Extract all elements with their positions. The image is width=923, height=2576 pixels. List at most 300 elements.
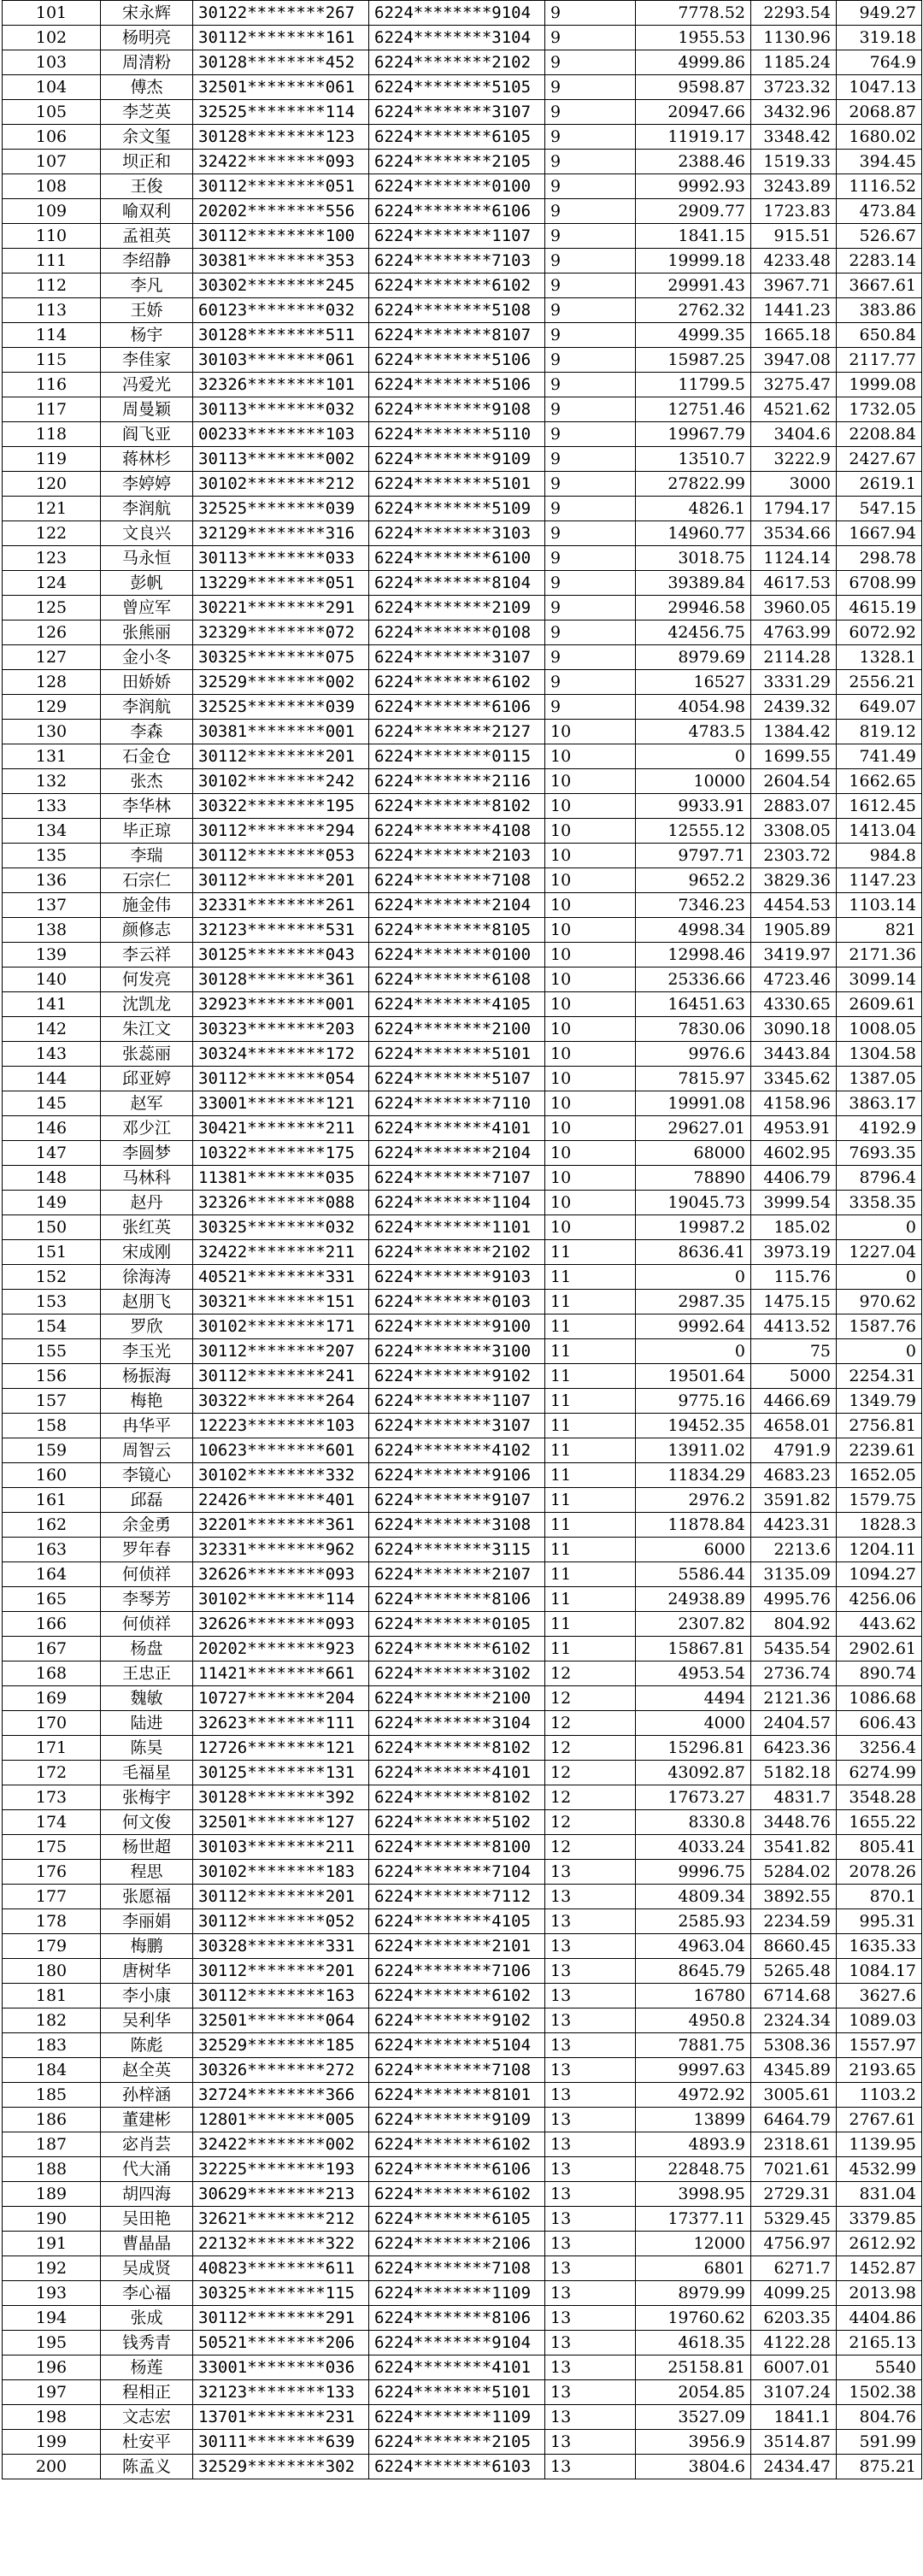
person-name-cell: 张成 (101, 2306, 193, 2331)
table-row (3, 100, 922, 125)
amount-c-cell: 4256.06 (837, 1587, 922, 1612)
person-name-cell: 曹晶晶 (101, 2232, 193, 2256)
amount-c-cell: 0 (837, 1339, 922, 1364)
row-number-cell: 137 (3, 893, 101, 918)
row-number-cell: 164 (3, 1562, 101, 1587)
person-name-cell: 宋成刚 (101, 1240, 193, 1265)
row-number-cell: 171 (3, 1736, 101, 1761)
card-number-cell: 6224********4101 (369, 1761, 545, 1785)
table-row (3, 1562, 922, 1587)
row-number-cell: 180 (3, 1959, 101, 1984)
group-number-cell: 9 (545, 249, 636, 273)
table-row (3, 298, 922, 323)
table-row (3, 1984, 922, 2008)
amount-c-cell: 804.76 (837, 2405, 922, 2430)
amount-a-cell: 5586.44 (636, 1562, 751, 1587)
amount-b-cell: 8660.45 (751, 1934, 837, 1959)
table-row (3, 868, 922, 893)
amount-b-cell: 1185.24 (751, 50, 837, 75)
id-number-cell: 32422********211 (193, 1240, 369, 1265)
amount-b-cell: 115.76 (751, 1265, 837, 1290)
amount-b-cell: 3222.9 (751, 447, 837, 472)
table-row (3, 596, 922, 620)
amount-c-cell: 1008.05 (837, 1017, 922, 1042)
amount-a-cell: 2987.35 (636, 1290, 751, 1314)
person-name-cell: 何发亮 (101, 967, 193, 992)
table-row (3, 571, 922, 596)
amount-a-cell: 2388.46 (636, 150, 751, 174)
row-number-cell: 140 (3, 967, 101, 992)
person-name-cell: 邓少江 (101, 1116, 193, 1141)
row-number-cell: 181 (3, 1984, 101, 2008)
person-name-cell: 邱亚婷 (101, 1067, 193, 1091)
table-row (3, 1736, 922, 1761)
card-number-cell: 6224********3108 (369, 1513, 545, 1538)
card-number-cell: 6224********2102 (369, 1240, 545, 1265)
row-number-cell: 182 (3, 2008, 101, 2033)
amount-c-cell: 1587.76 (837, 1314, 922, 1339)
person-name-cell: 罗欣 (101, 1314, 193, 1339)
row-number-cell: 132 (3, 769, 101, 794)
person-name-cell: 李森 (101, 720, 193, 744)
amount-c-cell: 949.27 (837, 1, 922, 26)
table-row (3, 1314, 922, 1339)
card-number-cell: 6224********7107 (369, 1166, 545, 1191)
id-number-cell: 32621********212 (193, 2207, 369, 2232)
person-name-cell: 喻双利 (101, 199, 193, 224)
amount-c-cell: 1116.52 (837, 174, 922, 199)
amount-a-cell: 16451.63 (636, 992, 751, 1017)
amount-a-cell: 12751.46 (636, 397, 751, 422)
id-number-cell: 32129********316 (193, 521, 369, 546)
amount-a-cell: 0 (636, 1339, 751, 1364)
amount-c-cell: 984.8 (837, 844, 922, 868)
row-number-cell: 105 (3, 100, 101, 125)
group-number-cell: 10 (545, 769, 636, 794)
group-number-cell: 11 (545, 1513, 636, 1538)
amount-b-cell: 3000 (751, 472, 837, 497)
amount-a-cell: 11834.29 (636, 1463, 751, 1488)
id-number-cell: 30112********051 (193, 174, 369, 199)
id-number-cell: 32329********072 (193, 620, 369, 645)
amount-a-cell: 15867.81 (636, 1637, 751, 1661)
group-number-cell: 13 (545, 1934, 636, 1959)
person-name-cell: 张梅宇 (101, 1785, 193, 1810)
amount-b-cell: 1475.15 (751, 1290, 837, 1314)
amount-c-cell: 473.84 (837, 199, 922, 224)
card-number-cell: 6224********6102 (369, 273, 545, 298)
amount-a-cell: 16527 (636, 670, 751, 695)
id-number-cell: 30112********052 (193, 1909, 369, 1934)
row-number-cell: 124 (3, 571, 101, 596)
card-number-cell: 6224********5106 (369, 373, 545, 397)
amount-c-cell: 2239.61 (837, 1438, 922, 1463)
card-number-cell: 6224********8105 (369, 918, 545, 943)
amount-b-cell: 6714.68 (751, 1984, 837, 2008)
group-number-cell: 9 (545, 422, 636, 447)
card-number-cell: 6224********9102 (369, 1364, 545, 1389)
group-number-cell: 9 (545, 224, 636, 249)
id-number-cell: 33001********036 (193, 2355, 369, 2380)
row-number-cell: 188 (3, 2157, 101, 2182)
id-number-cell: 32331********962 (193, 1538, 369, 1562)
group-number-cell: 11 (545, 1314, 636, 1339)
group-number-cell: 9 (545, 521, 636, 546)
card-number-cell: 6224********6102 (369, 1984, 545, 2008)
amount-c-cell: 2208.84 (837, 422, 922, 447)
group-number-cell: 13 (545, 2281, 636, 2306)
table-row (3, 695, 922, 720)
amount-b-cell: 3947.08 (751, 348, 837, 373)
id-number-cell: 12801********005 (193, 2108, 369, 2132)
card-number-cell: 6224********9107 (369, 1488, 545, 1513)
table-row (3, 1389, 922, 1414)
amount-b-cell: 5265.48 (751, 1959, 837, 1984)
table-row (3, 1488, 922, 1513)
id-number-cell: 30322********264 (193, 1389, 369, 1414)
amount-b-cell: 3404.6 (751, 422, 837, 447)
row-number-cell: 196 (3, 2355, 101, 2380)
id-number-cell: 32626********093 (193, 1612, 369, 1637)
amount-b-cell: 804.92 (751, 1612, 837, 1637)
id-number-cell: 30112********161 (193, 26, 369, 50)
card-number-cell: 6224********5101 (369, 472, 545, 497)
row-number-cell: 110 (3, 224, 101, 249)
amount-b-cell: 6007.01 (751, 2355, 837, 2380)
row-number-cell: 184 (3, 2058, 101, 2083)
table-row (3, 1166, 922, 1191)
card-number-cell: 6224********9100 (369, 1314, 545, 1339)
group-number-cell: 10 (545, 967, 636, 992)
card-number-cell: 6224********5102 (369, 1810, 545, 1835)
card-number-cell: 6224********2101 (369, 1934, 545, 1959)
amount-b-cell: 3591.82 (751, 1488, 837, 1513)
row-number-cell: 159 (3, 1438, 101, 1463)
amount-a-cell: 4950.8 (636, 2008, 751, 2033)
amount-c-cell: 2117.77 (837, 348, 922, 373)
table-row (3, 2430, 922, 2455)
id-number-cell: 30322********195 (193, 794, 369, 819)
amount-a-cell: 12555.12 (636, 819, 751, 844)
group-number-cell: 12 (545, 1761, 636, 1785)
person-name-cell: 周曼颖 (101, 397, 193, 422)
card-number-cell: 6224********0100 (369, 943, 545, 967)
amount-c-cell: 1349.79 (837, 1389, 922, 1414)
id-number-cell: 30323********203 (193, 1017, 369, 1042)
person-name-cell: 文良兴 (101, 521, 193, 546)
id-number-cell: 32422********093 (193, 150, 369, 174)
table-row (3, 720, 922, 744)
id-number-cell: 30381********001 (193, 720, 369, 744)
id-number-cell: 30102********212 (193, 472, 369, 497)
amount-b-cell: 4330.65 (751, 992, 837, 1017)
row-number-cell: 129 (3, 695, 101, 720)
amount-b-cell: 5329.45 (751, 2207, 837, 2232)
amount-a-cell: 19999.18 (636, 249, 751, 273)
group-number-cell: 13 (545, 2182, 636, 2207)
id-number-cell: 32623********111 (193, 1711, 369, 1736)
group-number-cell: 11 (545, 1612, 636, 1637)
id-number-cell: 32529********302 (193, 2455, 369, 2479)
amount-b-cell: 4617.53 (751, 571, 837, 596)
amount-c-cell: 1579.75 (837, 1488, 922, 1513)
group-number-cell: 13 (545, 2157, 636, 2182)
card-number-cell: 6224********7108 (369, 2058, 545, 2083)
group-number-cell: 10 (545, 819, 636, 844)
person-name-cell: 赵朋飞 (101, 1290, 193, 1314)
amount-c-cell: 2165.13 (837, 2331, 922, 2355)
row-number-cell: 194 (3, 2306, 101, 2331)
table-row (3, 2083, 922, 2108)
amount-c-cell: 3358.35 (837, 1191, 922, 1215)
card-number-cell: 6224********2105 (369, 2430, 545, 2455)
id-number-cell: 30324********172 (193, 1042, 369, 1067)
amount-a-cell: 3956.9 (636, 2430, 751, 2455)
row-number-cell: 117 (3, 397, 101, 422)
card-number-cell: 6224********1104 (369, 1191, 545, 1215)
group-number-cell: 9 (545, 447, 636, 472)
amount-b-cell: 4521.62 (751, 397, 837, 422)
amount-c-cell: 4404.86 (837, 2306, 922, 2331)
id-number-cell: 30102********242 (193, 769, 369, 794)
row-number-cell: 155 (3, 1339, 101, 1364)
id-number-cell: 30112********294 (193, 819, 369, 844)
row-number-cell: 177 (3, 1885, 101, 1909)
amount-b-cell: 4791.9 (751, 1438, 837, 1463)
row-number-cell: 130 (3, 720, 101, 744)
id-number-cell: 32501********061 (193, 75, 369, 100)
row-number-cell: 147 (3, 1141, 101, 1166)
person-name-cell: 孟祖英 (101, 224, 193, 249)
card-number-cell: 6224********6103 (369, 2455, 545, 2479)
table-row (3, 348, 922, 373)
amount-b-cell: 4413.52 (751, 1314, 837, 1339)
table-row (3, 249, 922, 273)
group-number-cell: 13 (545, 2232, 636, 2256)
row-number-cell: 175 (3, 1835, 101, 1860)
id-number-cell: 30629********213 (193, 2182, 369, 2207)
row-number-cell: 112 (3, 273, 101, 298)
person-name-cell: 杜安平 (101, 2430, 193, 2455)
row-number-cell: 195 (3, 2331, 101, 2355)
amount-b-cell: 3419.97 (751, 943, 837, 967)
row-number-cell: 192 (3, 2256, 101, 2281)
row-number-cell: 102 (3, 26, 101, 50)
group-number-cell: 10 (545, 1166, 636, 1191)
amount-a-cell: 7830.06 (636, 1017, 751, 1042)
card-number-cell: 6224********5108 (369, 298, 545, 323)
amount-c-cell: 3667.61 (837, 273, 922, 298)
amount-c-cell: 1999.08 (837, 373, 922, 397)
person-name-cell: 李婷婷 (101, 472, 193, 497)
amount-b-cell: 2121.36 (751, 1686, 837, 1711)
table-row (3, 1612, 922, 1637)
table-row (3, 1661, 922, 1686)
group-number-cell: 9 (545, 273, 636, 298)
amount-c-cell: 1667.94 (837, 521, 922, 546)
id-number-cell: 30122********267 (193, 1, 369, 26)
person-name-cell: 阎飞亚 (101, 422, 193, 447)
amount-a-cell: 2307.82 (636, 1612, 751, 1637)
table-row (3, 1191, 922, 1215)
person-name-cell: 何文俊 (101, 1810, 193, 1835)
amount-c-cell: 805.41 (837, 1835, 922, 1860)
id-number-cell: 30103********061 (193, 348, 369, 373)
amount-a-cell: 4494 (636, 1686, 751, 1711)
amount-b-cell: 1384.42 (751, 720, 837, 744)
group-number-cell: 9 (545, 397, 636, 422)
person-name-cell: 杨振海 (101, 1364, 193, 1389)
id-number-cell: 32626********093 (193, 1562, 369, 1587)
card-number-cell: 6224********3107 (369, 645, 545, 670)
group-number-cell: 11 (545, 1637, 636, 1661)
row-number-cell: 149 (3, 1191, 101, 1215)
card-number-cell: 6224********2127 (369, 720, 545, 744)
table-row (3, 373, 922, 397)
group-number-cell: 13 (545, 2306, 636, 2331)
table-row (3, 174, 922, 199)
amount-a-cell: 4998.34 (636, 918, 751, 943)
id-number-cell: 11421********661 (193, 1661, 369, 1686)
table-row (3, 2033, 922, 2058)
person-name-cell: 杨明亮 (101, 26, 193, 50)
group-number-cell: 11 (545, 1265, 636, 1290)
group-number-cell: 9 (545, 546, 636, 571)
amount-b-cell: 6271.7 (751, 2256, 837, 2281)
person-name-cell: 沈凯龙 (101, 992, 193, 1017)
amount-a-cell: 9775.16 (636, 1389, 751, 1414)
amount-a-cell: 19760.62 (636, 2306, 751, 2331)
amount-c-cell: 1047.13 (837, 75, 922, 100)
amount-b-cell: 2293.54 (751, 1, 837, 26)
amount-c-cell: 2254.31 (837, 1364, 922, 1389)
person-name-cell: 赵军 (101, 1091, 193, 1116)
amount-a-cell: 3804.6 (636, 2455, 751, 2479)
row-number-cell: 126 (3, 620, 101, 645)
amount-b-cell: 2114.28 (751, 645, 837, 670)
amount-b-cell: 2324.34 (751, 2008, 837, 2033)
amount-c-cell: 2612.92 (837, 2232, 922, 2256)
id-number-cell: 30113********033 (193, 546, 369, 571)
amount-b-cell: 3107.24 (751, 2380, 837, 2405)
amount-a-cell: 27822.99 (636, 472, 751, 497)
id-number-cell: 32724********366 (193, 2083, 369, 2108)
person-name-cell: 李玉光 (101, 1339, 193, 1364)
table-row (3, 546, 922, 571)
amount-b-cell: 1124.14 (751, 546, 837, 571)
amount-c-cell: 1502.38 (837, 2380, 922, 2405)
row-number-cell: 146 (3, 1116, 101, 1141)
row-number-cell: 172 (3, 1761, 101, 1785)
amount-c-cell: 2427.67 (837, 447, 922, 472)
amount-a-cell: 42456.75 (636, 620, 751, 645)
row-number-cell: 186 (3, 2108, 101, 2132)
amount-a-cell: 78890 (636, 1166, 751, 1191)
amount-c-cell: 2283.14 (837, 249, 922, 273)
row-number-cell: 115 (3, 348, 101, 373)
id-number-cell: 30112********201 (193, 744, 369, 769)
amount-a-cell: 13510.7 (636, 447, 751, 472)
person-name-cell: 陈昊 (101, 1736, 193, 1761)
row-number-cell: 107 (3, 150, 101, 174)
id-number-cell: 32331********261 (193, 893, 369, 918)
amount-a-cell: 7778.52 (636, 1, 751, 26)
amount-c-cell: 2767.61 (837, 2108, 922, 2132)
card-number-cell: 6224********9109 (369, 2108, 545, 2132)
amount-c-cell: 1227.04 (837, 1240, 922, 1265)
card-number-cell: 6224********8106 (369, 1587, 545, 1612)
card-number-cell: 6224********4101 (369, 1116, 545, 1141)
group-number-cell: 9 (545, 199, 636, 224)
amount-b-cell: 1130.96 (751, 26, 837, 50)
card-number-cell: 6224********8102 (369, 794, 545, 819)
amount-b-cell: 3432.96 (751, 100, 837, 125)
card-number-cell: 6224********3104 (369, 26, 545, 50)
amount-a-cell: 1841.15 (636, 224, 751, 249)
person-name-cell: 彭帆 (101, 571, 193, 596)
table-row (3, 893, 922, 918)
card-number-cell: 6224********3103 (369, 521, 545, 546)
amount-b-cell: 75 (751, 1339, 837, 1364)
amount-c-cell: 819.12 (837, 720, 922, 744)
row-number-cell: 133 (3, 794, 101, 819)
id-number-cell: 32529********185 (193, 2033, 369, 2058)
row-number-cell: 190 (3, 2207, 101, 2232)
row-number-cell: 189 (3, 2182, 101, 2207)
amount-a-cell: 19987.2 (636, 1215, 751, 1240)
table-row (3, 447, 922, 472)
table-row (3, 2132, 922, 2157)
person-name-cell: 张红英 (101, 1215, 193, 1240)
card-number-cell: 6224********8104 (369, 571, 545, 596)
table-row (3, 620, 922, 645)
id-number-cell: 30103********211 (193, 1835, 369, 1860)
amount-a-cell: 4000 (636, 1711, 751, 1736)
person-name-cell: 梅鹏 (101, 1934, 193, 1959)
amount-b-cell: 4683.23 (751, 1463, 837, 1488)
card-number-cell: 6224********5109 (369, 497, 545, 521)
table-row (3, 943, 922, 967)
person-name-cell: 杨宇 (101, 323, 193, 348)
group-number-cell: 13 (545, 2083, 636, 2108)
table-row (3, 2355, 922, 2380)
card-number-cell: 6224********7106 (369, 1959, 545, 1984)
card-number-cell: 6224********9109 (369, 447, 545, 472)
person-name-cell: 陆进 (101, 1711, 193, 1736)
amount-a-cell: 25336.66 (636, 967, 751, 992)
group-number-cell: 10 (545, 893, 636, 918)
amount-a-cell: 12998.46 (636, 943, 751, 967)
id-number-cell: 32501********064 (193, 2008, 369, 2033)
amount-a-cell: 4953.54 (636, 1661, 751, 1686)
table-row (3, 150, 922, 174)
row-number-cell: 108 (3, 174, 101, 199)
amount-c-cell: 2556.21 (837, 670, 922, 695)
amount-c-cell: 1655.22 (837, 1810, 922, 1835)
amount-b-cell: 7021.61 (751, 2157, 837, 2182)
person-name-cell: 吴田艳 (101, 2207, 193, 2232)
table-row (3, 1290, 922, 1314)
person-name-cell: 余金勇 (101, 1513, 193, 1538)
id-number-cell: 30102********171 (193, 1314, 369, 1339)
person-name-cell: 李圆梦 (101, 1141, 193, 1166)
table-row (3, 819, 922, 844)
amount-a-cell: 3527.09 (636, 2405, 751, 2430)
group-number-cell: 13 (545, 2108, 636, 2132)
id-number-cell: 30112********201 (193, 1959, 369, 1984)
id-number-cell: 30128********511 (193, 323, 369, 348)
amount-a-cell: 4826.1 (636, 497, 751, 521)
